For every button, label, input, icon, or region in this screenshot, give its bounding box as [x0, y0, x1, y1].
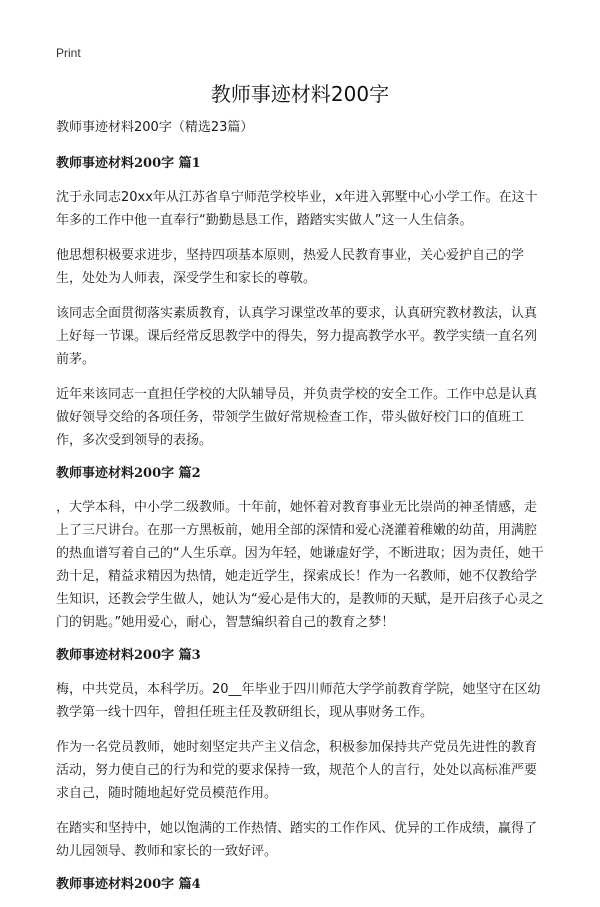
paragraph: 梅，中共党员，本科学历。20__年毕业于四川师范大学学前教育学院，她坚守在区幼教学第一线十四年，曾担任班主任及教研组长，现从事财务工作。 [56, 682, 541, 720]
section-1 [56, 154, 546, 452]
section-heading: 教师事迹材料200字 篇1 [56, 156, 201, 171]
print-link[interactable]: Print [56, 46, 81, 60]
paragraph: 在踏实和坚持中，她以饱满的工作热情、踏实的工作作风、优异的工作成绩，赢得了幼儿园领导、教师和家长的一致好评。 [56, 821, 538, 859]
section-3 [56, 646, 546, 863]
section-4 [56, 875, 546, 895]
paragraph: ，大学本科，中小学二级教师。十年前，她怀着对教育事业无比崇尚的神圣情感，走上了三尺讲台。在那一方黑板前，她用全部的深情和爱心浇灌着稚嫩的幼苗，用满腔的热血谱写着自己的“人生乐章。因为年轻，她谦虚好学，不断进取；因为责任，她干劲十足，精益求精因为热情，她走近学生，探索成长！作为一名教师，她不仅教给学生知识，还教会学生做人，她认为“爱心是伟大的，是教师的天赋，是开启孩子心灵之门的钥匙。”她用爱心，耐心，智慧编织着自己的教育之梦！ [56, 500, 544, 630]
paragraph: 作为一名党员教师，她时刻坚定共产主义信念，积极参加保持共产党员先进性的教育活动，努力使自己的行为和党的要求保持一致，规范个人的言行，处处以高标准严要求自己，随时随地起好党员模范作用。 [56, 740, 538, 801]
paragraph: 该同志全面贯彻落实素质教育，认真学习课堂改革的要求，认真研究教材教法，认真上好每一节课。课后经常反思教学中的得失，努力提高教学水平。教学实绩一直名列前茅。 [56, 306, 538, 367]
section-heading: 教师事迹材料200字 篇2 [56, 466, 201, 481]
section-2 [56, 464, 546, 634]
section-heading: 教师事迹材料200字 篇4 [56, 877, 201, 892]
paragraph: 近年来该同志一直担任学校的大队辅导员，并负责学校的安全工作。工作中总是认真做好领导交给的各项任务，带领学生做好常规检查工作，带头做好校门口的值班工作，多次受到领导的表扬。 [56, 387, 538, 448]
section-heading: 教师事迹材料200字 篇3 [56, 648, 201, 663]
paragraph: 沈于永同志20xx年从江苏省阜宁师范学校毕业，x年进入郭墅中心小学工作。在这十年多的工作中他一直奉行“勤勤恳恳工作，踏踏实实做人”这一人生信条。 [56, 190, 538, 228]
document-title: 教师事迹材料200字 [210, 82, 390, 106]
paragraph: 他思想积极要求进步，坚持四项基本原则，热爱人民教育事业，关心爱护自己的学生，处处为人师表，深受学生和家长的尊敬。 [56, 248, 525, 286]
document-body [56, 118, 546, 907]
document-subtitle: 教师事迹材料200字（精选23篇） [56, 120, 254, 135]
